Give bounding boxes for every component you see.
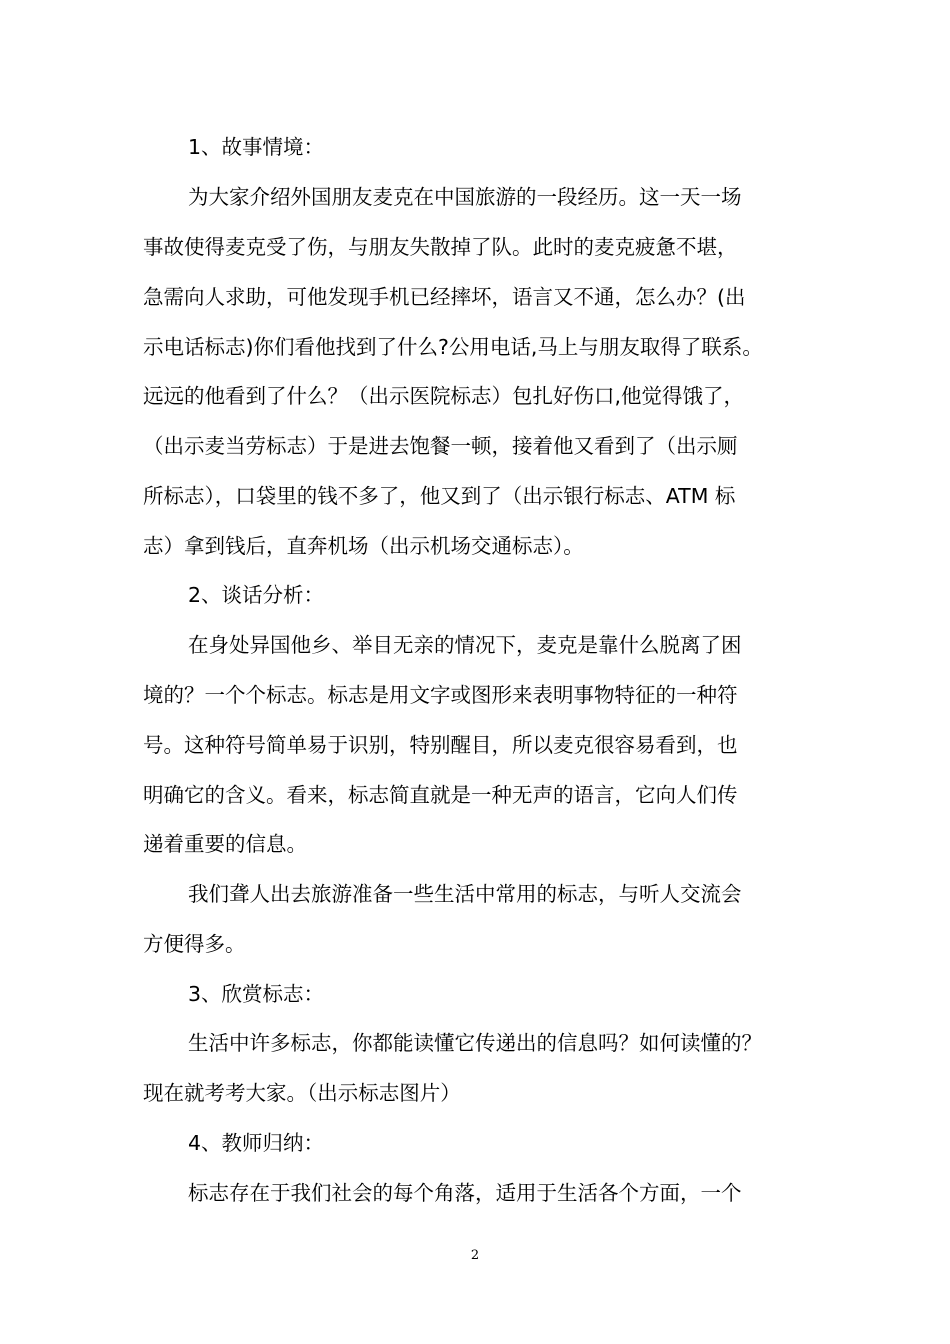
paragraph-line: 急需向人求助，可他发现手机已经摔坏，语言又不通，怎么办？(出 bbox=[143, 285, 746, 309]
paragraph-line: 事故使得麦克受了伤，与朋友失散掉了队。此时的麦克疲惫不堪， bbox=[143, 235, 738, 259]
paragraph-line: 示电话标志)你们看他找到了什么?公用电话,马上与朋友取得了联系。 bbox=[143, 335, 763, 359]
paragraph-line: 志）拿到钱后，直奔机场（出示机场交通标志）。 bbox=[143, 534, 584, 558]
page-number: 2 bbox=[470, 1248, 480, 1263]
paragraph-line: 生活中许多标志，你都能读懂它传递出的信息吗？如何读懂的？ bbox=[188, 1031, 762, 1055]
paragraph-line: 所标志），口袋里的钱不多了，他又到了（出示银行标志、ATM 标 bbox=[143, 484, 736, 508]
paragraph-line: 递着重要的信息。 bbox=[143, 832, 307, 856]
paragraph-line: （出示麦当劳标志）于是进去饱餐一顿，接着他又看到了（出示厕 bbox=[143, 434, 738, 458]
paragraph-line: 境的？一个个标志。标志是用文字或图形来表明事物特征的一种符 bbox=[143, 683, 738, 707]
paragraph-line: 远远的他看到了什么？（出示医院标志）包扎好伤口,他觉得饿了， bbox=[143, 384, 745, 408]
paragraph-line: 标志存在于我们社会的每个角落，适用于生活各个方面，一个 bbox=[188, 1181, 742, 1205]
paragraph-line: 号。这种符号简单易于识别，特别醒目，所以麦克很容易看到，也 bbox=[143, 733, 738, 757]
paragraph-line: 在身处异国他乡、举目无亲的情况下，麦克是靠什么脱离了困 bbox=[188, 633, 742, 657]
paragraph-line: 方便得多。 bbox=[143, 932, 246, 956]
heading-teacher-summary: 4、教师归纳： bbox=[188, 1131, 325, 1155]
paragraph-line: 为大家介绍外国朋友麦克在中国旅游的一段经历。这一天一场 bbox=[188, 185, 742, 209]
heading-story-situation: 1、故事情境： bbox=[188, 135, 325, 159]
paragraph-line: 现在就考考大家。（出示标志图片） bbox=[143, 1081, 461, 1105]
heading-appreciate-signs: 3、欣赏标志： bbox=[188, 982, 325, 1006]
paragraph-line: 我们聋人出去旅游准备一些生活中常用的标志，与听人交流会 bbox=[188, 882, 742, 906]
paragraph-line: 明确它的含义。看来，标志简直就是一种无声的语言，它向人们传 bbox=[143, 783, 738, 807]
heading-talk-analysis: 2、谈话分析： bbox=[188, 583, 325, 607]
